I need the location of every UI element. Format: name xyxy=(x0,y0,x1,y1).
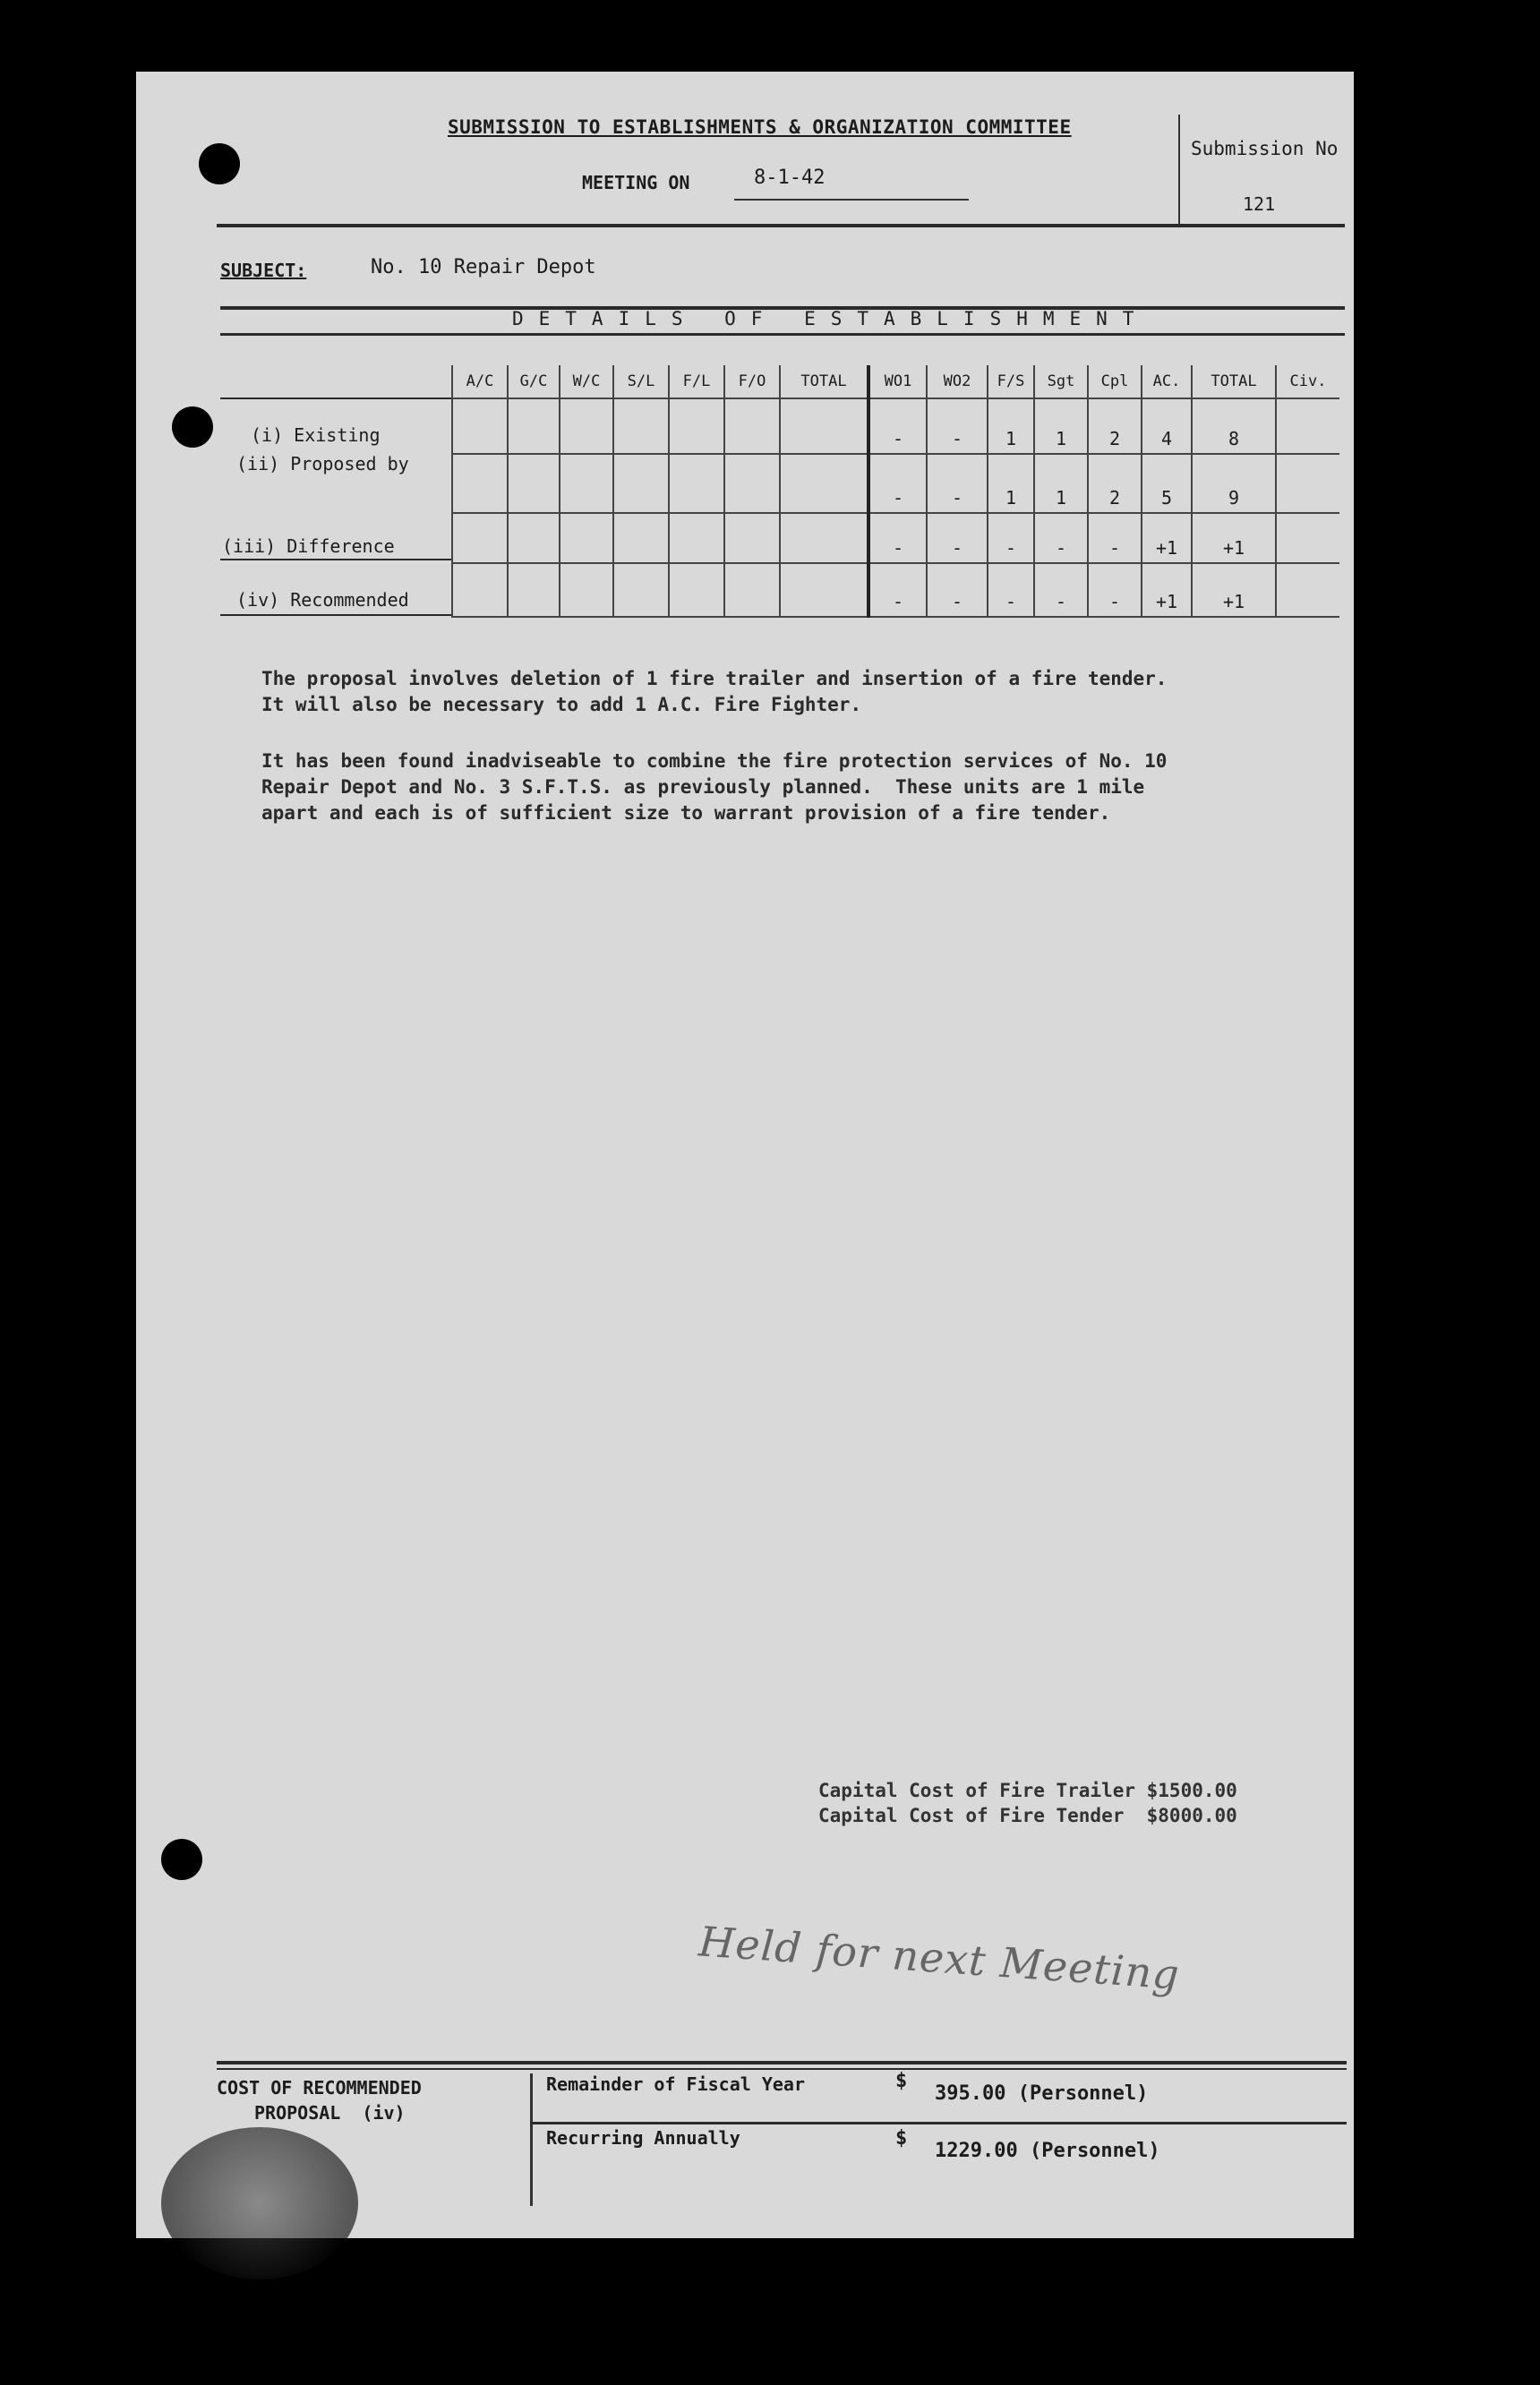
column-header: F/L xyxy=(669,365,724,398)
details-title: DETAILS OF ESTABLISHMENT xyxy=(512,308,1150,329)
cell: +1 xyxy=(1142,563,1192,617)
cell: - xyxy=(1034,513,1088,563)
cell: +1 xyxy=(1192,513,1276,563)
cell xyxy=(613,563,669,617)
remainder-label: Remainder of Fiscal Year xyxy=(546,2073,805,2095)
cell: 2 xyxy=(1088,398,1142,454)
cell: 1 xyxy=(1034,454,1088,513)
cell xyxy=(780,513,868,563)
row-rule xyxy=(220,398,451,399)
remainder-value: 395.00 (Personnel) xyxy=(935,2082,1149,2105)
cell: 1 xyxy=(988,454,1034,513)
cell: 8 xyxy=(1192,398,1276,454)
recurring-label: Recurring Annually xyxy=(546,2127,740,2149)
cell: +1 xyxy=(1142,513,1192,563)
column-header: AC. xyxy=(1142,365,1192,398)
cell xyxy=(669,563,724,617)
cell xyxy=(613,454,669,513)
subject-value: No. 10 Repair Depot xyxy=(371,256,596,278)
row-label-existing: (i) Existing xyxy=(251,424,381,446)
cell: - xyxy=(927,454,988,513)
meeting-label: MEETING ON xyxy=(582,172,690,193)
cell xyxy=(452,563,508,617)
punch-hole xyxy=(172,406,213,448)
punch-hole xyxy=(161,1839,202,1880)
body-paragraph: It has been found inadviseable to combine the fire protection services of No. 10 Repair Depot and No. 3 S.F.T.S. as previously planned. These units are 1 mile apart and each is of sufficient size to warrant provision of a fire tender. xyxy=(261,750,1168,824)
row-label-proposed: (ii) Proposed by xyxy=(236,453,409,474)
capital-cost-trailer: Capital Cost of Fire Trailer $1500.00 xyxy=(818,1780,1237,1801)
cell: - xyxy=(868,563,927,617)
punch-hole xyxy=(199,143,240,184)
recurring-value: 1229.00 (Personnel) xyxy=(935,2140,1160,2162)
table-row xyxy=(452,513,1339,563)
column-header: TOTAL xyxy=(780,365,868,398)
cell: 2 xyxy=(1088,454,1142,513)
cell: 1 xyxy=(1034,398,1088,454)
cost-label: PROPOSAL (iv) xyxy=(254,2102,406,2124)
table-row xyxy=(452,398,1339,454)
column-header: W/C xyxy=(560,365,613,398)
cell xyxy=(724,398,780,454)
column-header: G/C xyxy=(508,365,560,398)
cell xyxy=(452,454,508,513)
cell xyxy=(724,513,780,563)
cell: 4 xyxy=(1142,398,1192,454)
cell xyxy=(780,563,868,617)
cell: - xyxy=(927,513,988,563)
cell xyxy=(508,513,560,563)
column-header: F/O xyxy=(724,365,780,398)
cell xyxy=(508,454,560,513)
remainder-currency: $ xyxy=(895,2070,908,2092)
cell xyxy=(560,454,613,513)
cost-label: COST OF RECOMMENDED xyxy=(217,2077,422,2099)
cell xyxy=(560,563,613,617)
column-header: WO1 xyxy=(868,365,927,398)
meeting-date: 8-1-42 xyxy=(754,167,826,189)
footer-rule xyxy=(217,2068,1347,2070)
cell: - xyxy=(927,563,988,617)
cell: - xyxy=(988,563,1034,617)
cell xyxy=(669,513,724,563)
document-page xyxy=(136,72,1354,2238)
footer-divider xyxy=(530,2073,533,2206)
column-header: S/L xyxy=(613,365,669,398)
cell xyxy=(780,398,868,454)
cell xyxy=(1276,513,1339,563)
handwritten-note: Held for next Meeting xyxy=(697,1917,1182,1999)
table-row xyxy=(452,454,1339,513)
cell: - xyxy=(868,398,927,454)
cell: - xyxy=(868,513,927,563)
row-rule xyxy=(220,559,451,560)
submission-number: 121 xyxy=(1243,193,1276,215)
cell xyxy=(669,398,724,454)
cell: 1 xyxy=(988,398,1034,454)
footer-rule xyxy=(217,2061,1347,2064)
cell xyxy=(724,454,780,513)
cell: 5 xyxy=(1142,454,1192,513)
meeting-underline xyxy=(734,199,969,201)
document-title: SUBMISSION TO ESTABLISHMENTS & ORGANIZATION COMMITTEE xyxy=(448,116,1072,138)
column-header: Cpl xyxy=(1088,365,1142,398)
cell: - xyxy=(1088,563,1142,617)
submission-label: Submission No xyxy=(1191,138,1339,159)
cell xyxy=(452,513,508,563)
row-label-difference: (iii) Difference xyxy=(222,535,395,557)
cell xyxy=(560,398,613,454)
table-header-row xyxy=(452,365,1339,398)
scan-smudge xyxy=(161,2127,358,2279)
table-row xyxy=(452,563,1339,617)
details-rule xyxy=(220,333,1345,336)
column-header: A/C xyxy=(452,365,508,398)
row-rule xyxy=(220,614,451,616)
cell: +1 xyxy=(1192,563,1276,617)
header-rule xyxy=(217,224,1345,227)
cell: 9 xyxy=(1192,454,1276,513)
cell xyxy=(724,563,780,617)
row-label-recommended: (iv) Recommended xyxy=(236,589,409,611)
column-header: WO2 xyxy=(927,365,988,398)
cell xyxy=(613,513,669,563)
column-header: Civ. xyxy=(1276,365,1339,398)
cell xyxy=(508,398,560,454)
footer-row-rule xyxy=(530,2122,1347,2124)
cell xyxy=(452,398,508,454)
subject-label: SUBJECT: xyxy=(220,260,307,281)
cell: - xyxy=(927,398,988,454)
recurring-currency: $ xyxy=(895,2127,908,2150)
submission-divider xyxy=(1178,115,1180,227)
cell xyxy=(669,454,724,513)
cell xyxy=(1276,563,1339,617)
cell xyxy=(613,398,669,454)
cell xyxy=(780,454,868,513)
capital-cost-tender: Capital Cost of Fire Tender $8000.00 xyxy=(818,1805,1237,1826)
cell xyxy=(1276,454,1339,513)
column-header: TOTAL xyxy=(1192,365,1276,398)
cell: - xyxy=(1088,513,1142,563)
body-paragraph: The proposal involves deletion of 1 fire trailer and insertion of a fire tender. It will also be necessary to add 1 A.C. Fire Fighter. xyxy=(261,668,1168,715)
column-header: F/S xyxy=(988,365,1034,398)
cell xyxy=(1276,398,1339,454)
cell: - xyxy=(988,513,1034,563)
cell: - xyxy=(1034,563,1088,617)
cell xyxy=(560,513,613,563)
cell: - xyxy=(868,454,927,513)
establishment-table xyxy=(451,365,1339,618)
cell xyxy=(508,563,560,617)
column-header: Sgt xyxy=(1034,365,1088,398)
